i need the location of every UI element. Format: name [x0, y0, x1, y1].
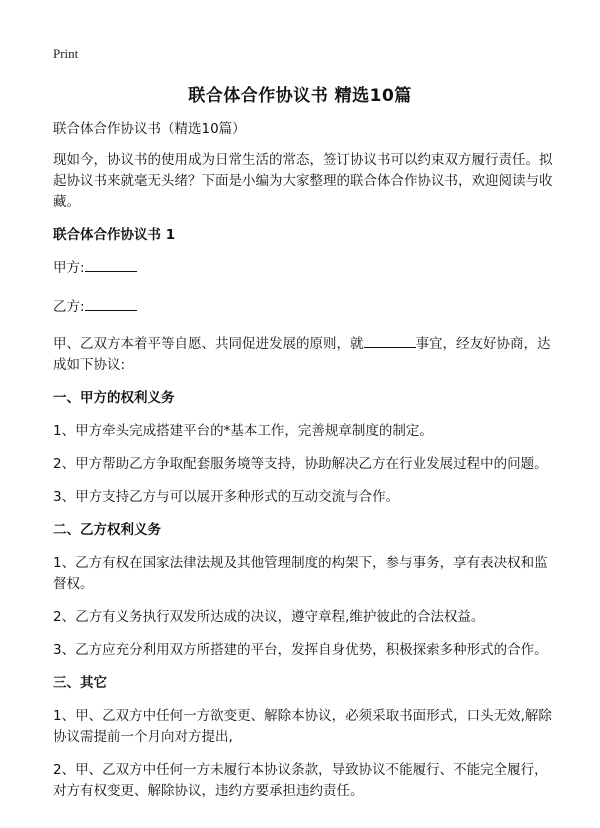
list-item: 1、乙方有权在国家法律法规及其他管理制度的构架下，参与事务，享有表决权和监督权。 [53, 555, 548, 592]
subtitle: 联合体合作协议书（精选10篇） [53, 121, 246, 137]
list-item: 1、甲、乙双方中任何一方欲变更、解除本协议，必须采取书面形式，口头无效,解除协议需提前一个月向对方提出, [53, 708, 552, 745]
party-a-blank [85, 259, 137, 272]
party-b-line [53, 297, 553, 318]
list-item: 3、甲方支持乙方与可以展开多种形式的互动交流与合作。 [53, 489, 400, 505]
section-title: 联合体合作协议书 1 [53, 227, 176, 243]
heading-party-b-rights: 二、乙方权利义务 [53, 522, 161, 538]
party-b-blank [85, 298, 137, 311]
list-item: 2、甲方帮助乙方争取配套服务境等支持，协助解决乙方在行业发展过程中的问题。 [53, 456, 548, 472]
party-a-label: 甲方: [53, 260, 85, 276]
document-title: 联合体合作协议书 精选10篇 [188, 86, 412, 106]
agreement-text-after: 事宜，经友好协商，达成如下协议: [53, 336, 551, 373]
list-item: 3、乙方应充分利用双方所搭建的平台，发挥自身优势，积极探索多种形式的合作。 [53, 642, 548, 658]
party-a-line [53, 258, 553, 279]
list-item: 2、乙方有义务执行双发所达成的决议，遵守章程,维护彼此的合法权益。 [53, 609, 485, 625]
list-item: 2、甲、乙双方中任何一方未履行本协议条款，导致协议不能履行、不能完全履行，对方有权变更、解除协议，违约方要承担违约责任。 [53, 762, 548, 799]
matter-blank [364, 335, 416, 348]
party-b-label: 乙方: [53, 299, 85, 315]
heading-other: 三、其它 [53, 675, 107, 691]
print-label: Print [53, 46, 79, 61]
heading-party-a-rights: 一、甲方的权利义务 [53, 390, 175, 406]
agreement-paragraph [53, 334, 553, 376]
document-body [53, 119, 553, 802]
list-item: 1、甲方牵头完成搭建平台的*基本工作，完善规章制度的制定。 [53, 423, 433, 439]
agreement-text-before: 甲、乙双方本着平等自愿、共同促进发展的原则，就 [53, 336, 364, 352]
intro-paragraph: 现如今，协议书的使用成为日常生活的常态，签订协议书可以约束双方履行责任。拟起协议书来就毫无头绪？下面是小编为大家整理的联合体合作协议书，欢迎阅读与收藏。 [53, 152, 553, 210]
